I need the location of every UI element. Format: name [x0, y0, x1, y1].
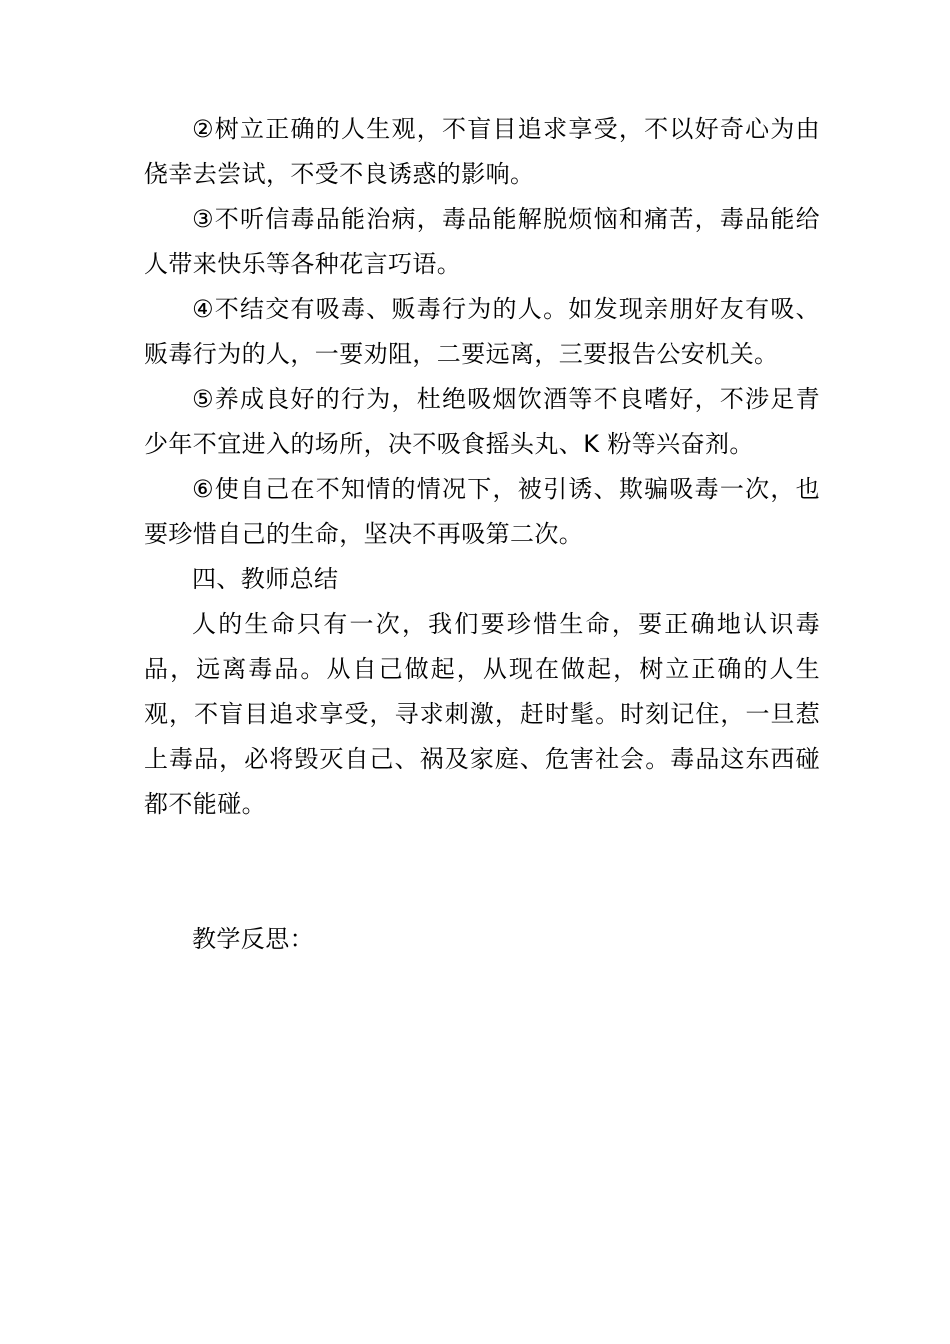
reflection-label: 教学反思：: [192, 925, 314, 953]
blank-space: [144, 827, 820, 917]
paragraph-item-2: ②树立正确的人生观，不盲目追求享受，不以好奇心为由侥幸去尝试，不受不良诱惑的影响。: [144, 115, 820, 188]
paragraph-item-5: ⑤养成良好的行为，杜绝吸烟饮酒等不良嗜好，不涉足青少年不宜进入的场所，决不吸食摇头丸、K 粉等兴奋剂。: [144, 385, 820, 458]
paragraph-item-6: ⑥使自己在不知情的情况下，被引诱、欺骗吸毒一次，也要珍惜自己的生命，坚决不再吸第二次。: [144, 475, 820, 548]
section-heading: 四、教师总结: [192, 565, 339, 593]
paragraph-item-3: ③不听信毒品能治病，毒品能解脱烦恼和痛苦，毒品能给人带来快乐等各种花言巧语。: [144, 205, 820, 278]
document-body: [144, 107, 820, 962]
summary-paragraph: 人的生命只有一次，我们要珍惜生命，要正确地认识毒品，远离毒品。从自己做起，从现在做起，树立正确的人生观，不盲目追求享受，寻求刺激，赶时髦。时刻记住，一旦惹上毒品，必将毁灭自己、祸及家庭、危害社会。毒品这东西碰都不能碰。: [144, 610, 820, 818]
paragraph-item-4: ④不结交有吸毒、贩毒行为的人。如发现亲朋好友有吸、贩毒行为的人，一要劝阻，二要远离，三要报告公安机关。: [144, 295, 820, 368]
